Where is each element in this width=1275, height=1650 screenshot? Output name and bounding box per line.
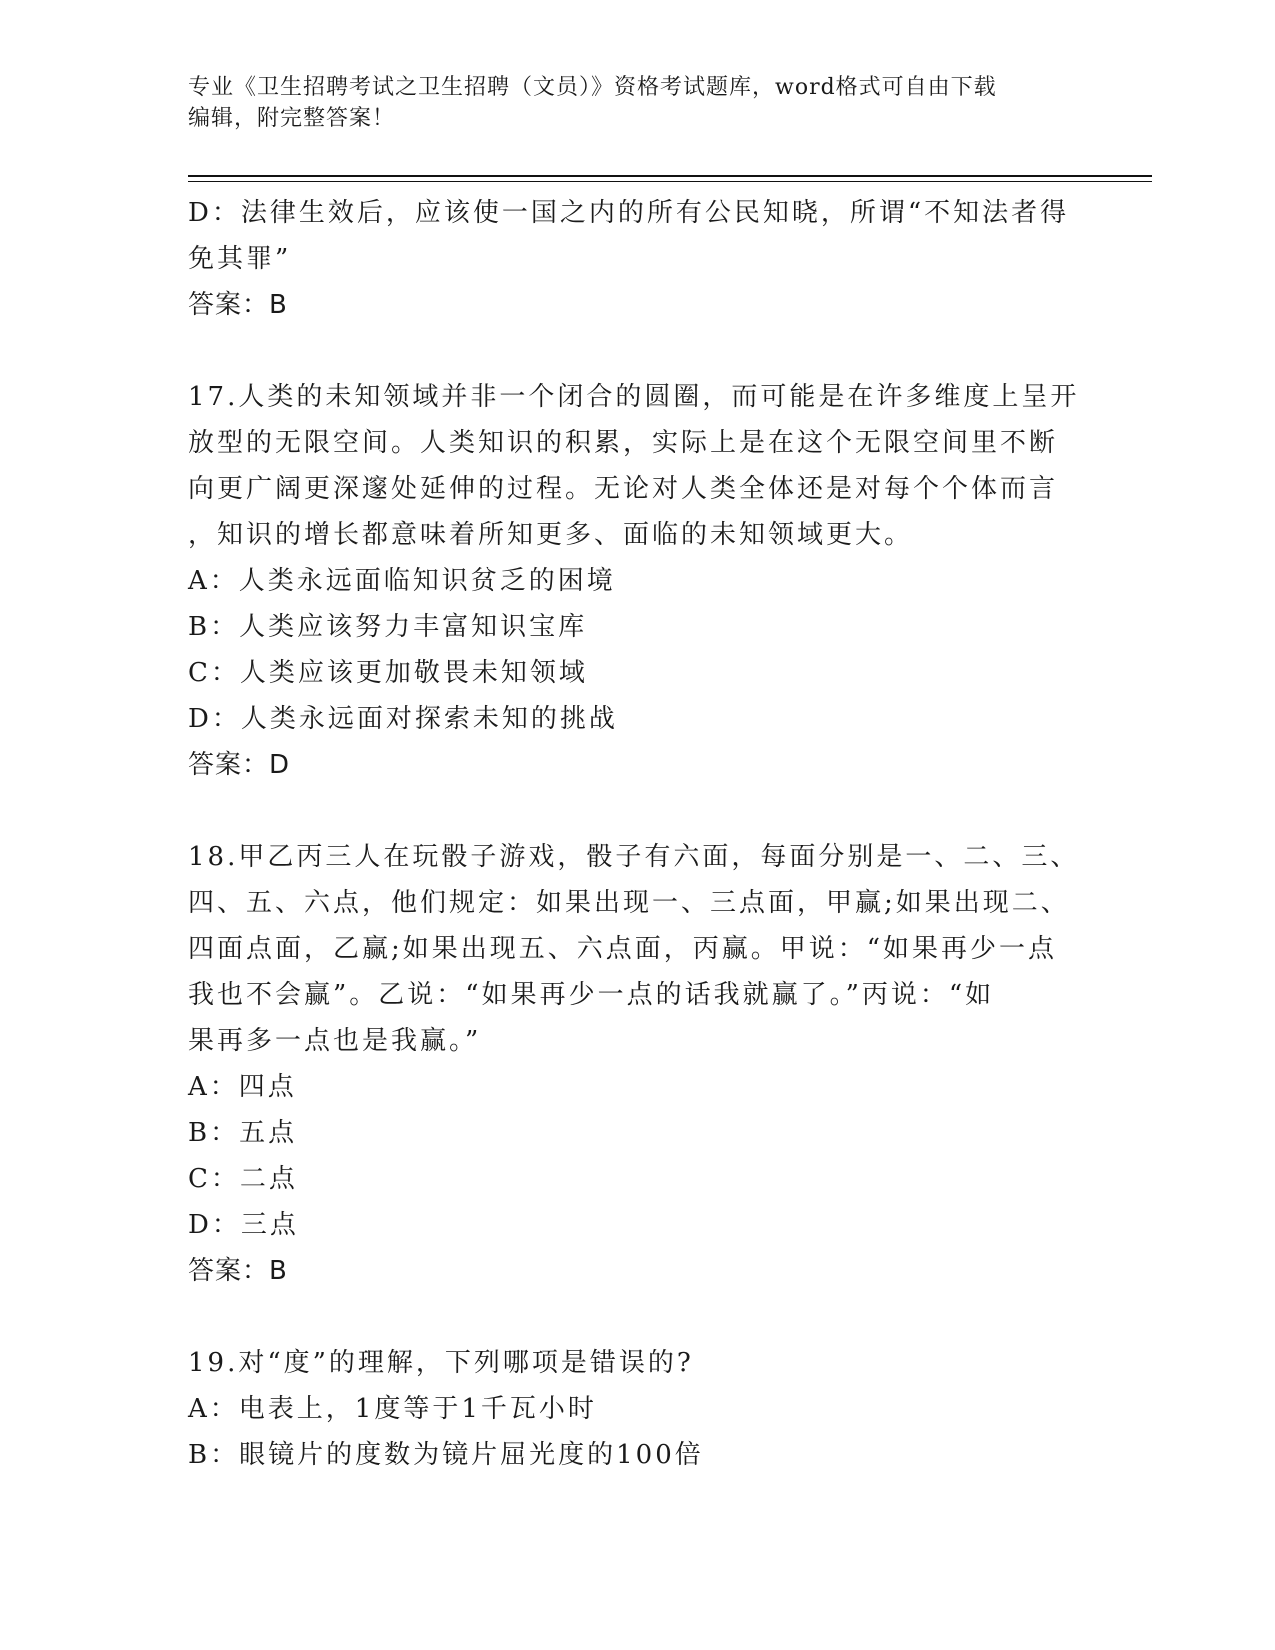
option-d-continued: 免其罪” [188,244,292,274]
option-a: A：人类永远面临知识贫乏的困境 [188,566,616,596]
question-text-line: 18.甲乙丙三人在玩骰子游戏，骰子有六面，每面分别是一、二、三、 [188,842,1080,872]
question-text-line: 19.对“度”的理解，下列哪项是错误的? [188,1348,694,1378]
question-text-line: 我也不会赢”。乙说：“如果再少一点的话我就赢了。”丙说：“如 [188,980,995,1010]
option-d: D：三点 [188,1210,299,1240]
prev-question-block [188,190,1088,328]
option-b: B：眼镜片的度数为镜片屈光度的100倍 [188,1440,704,1470]
question-text-line: 四面点面，乙赢;如果出现五、六点面，丙赢。甲说：“如果再少一点 [188,934,1058,964]
answer-line: 答案：D [188,750,291,780]
header-line-1: 专业《卫生招聘考试之卫生招聘（文员）》资格考试题库，word格式可自由下载 [188,75,997,100]
spacer [188,788,1088,834]
spacer [188,1294,1088,1340]
header-divider-thick [188,175,1152,177]
question-text-line: 向更广阔更深邃处延伸的过程。无论对人类全体还是对每个个体而言 [188,474,1059,504]
question-text-line: 四、五、六点，他们规定：如果出现一、三点面，甲赢;如果出现二、 [188,888,1070,918]
question-18 [188,834,1088,1294]
question-17 [188,374,1088,788]
answer-line: 答案：B [188,1256,288,1286]
question-19 [188,1340,1088,1478]
option-a: A：电表上，1度等于1千瓦小时 [188,1394,597,1424]
question-text-line: 放型的无限空间。人类知识的积累，实际上是在这个无限空间里不断 [188,428,1059,458]
question-text-line: ，知识的增长都意味着所知更多、面临的未知领域更大。 [188,520,914,550]
option-d: D：法律生效后，应该使一国之内的所有公民知晓，所谓“不知法者得 [188,198,1070,228]
header-line-2: 编辑，附完整答案！ [188,106,396,131]
option-b: B：人类应该努力丰富知识宝库 [188,612,588,642]
option-c: C：人类应该更加敬畏未知领域 [188,658,588,688]
header-divider-thin [188,181,1152,182]
option-d: D：人类永远面对探索未知的挑战 [188,704,618,734]
option-c: C：二点 [188,1164,298,1194]
document-body [188,190,1088,1478]
question-text-line: 果再多一点也是我赢。” [188,1026,482,1056]
question-text-line: 17.人类的未知领域并非一个闭合的圆圈，而可能是在许多维度上呈开 [188,382,1080,412]
answer-line: 答案：B [188,290,288,320]
option-b: B：五点 [188,1118,298,1148]
page-header [188,72,1088,134]
spacer [188,328,1088,374]
option-a: A：四点 [188,1072,297,1102]
